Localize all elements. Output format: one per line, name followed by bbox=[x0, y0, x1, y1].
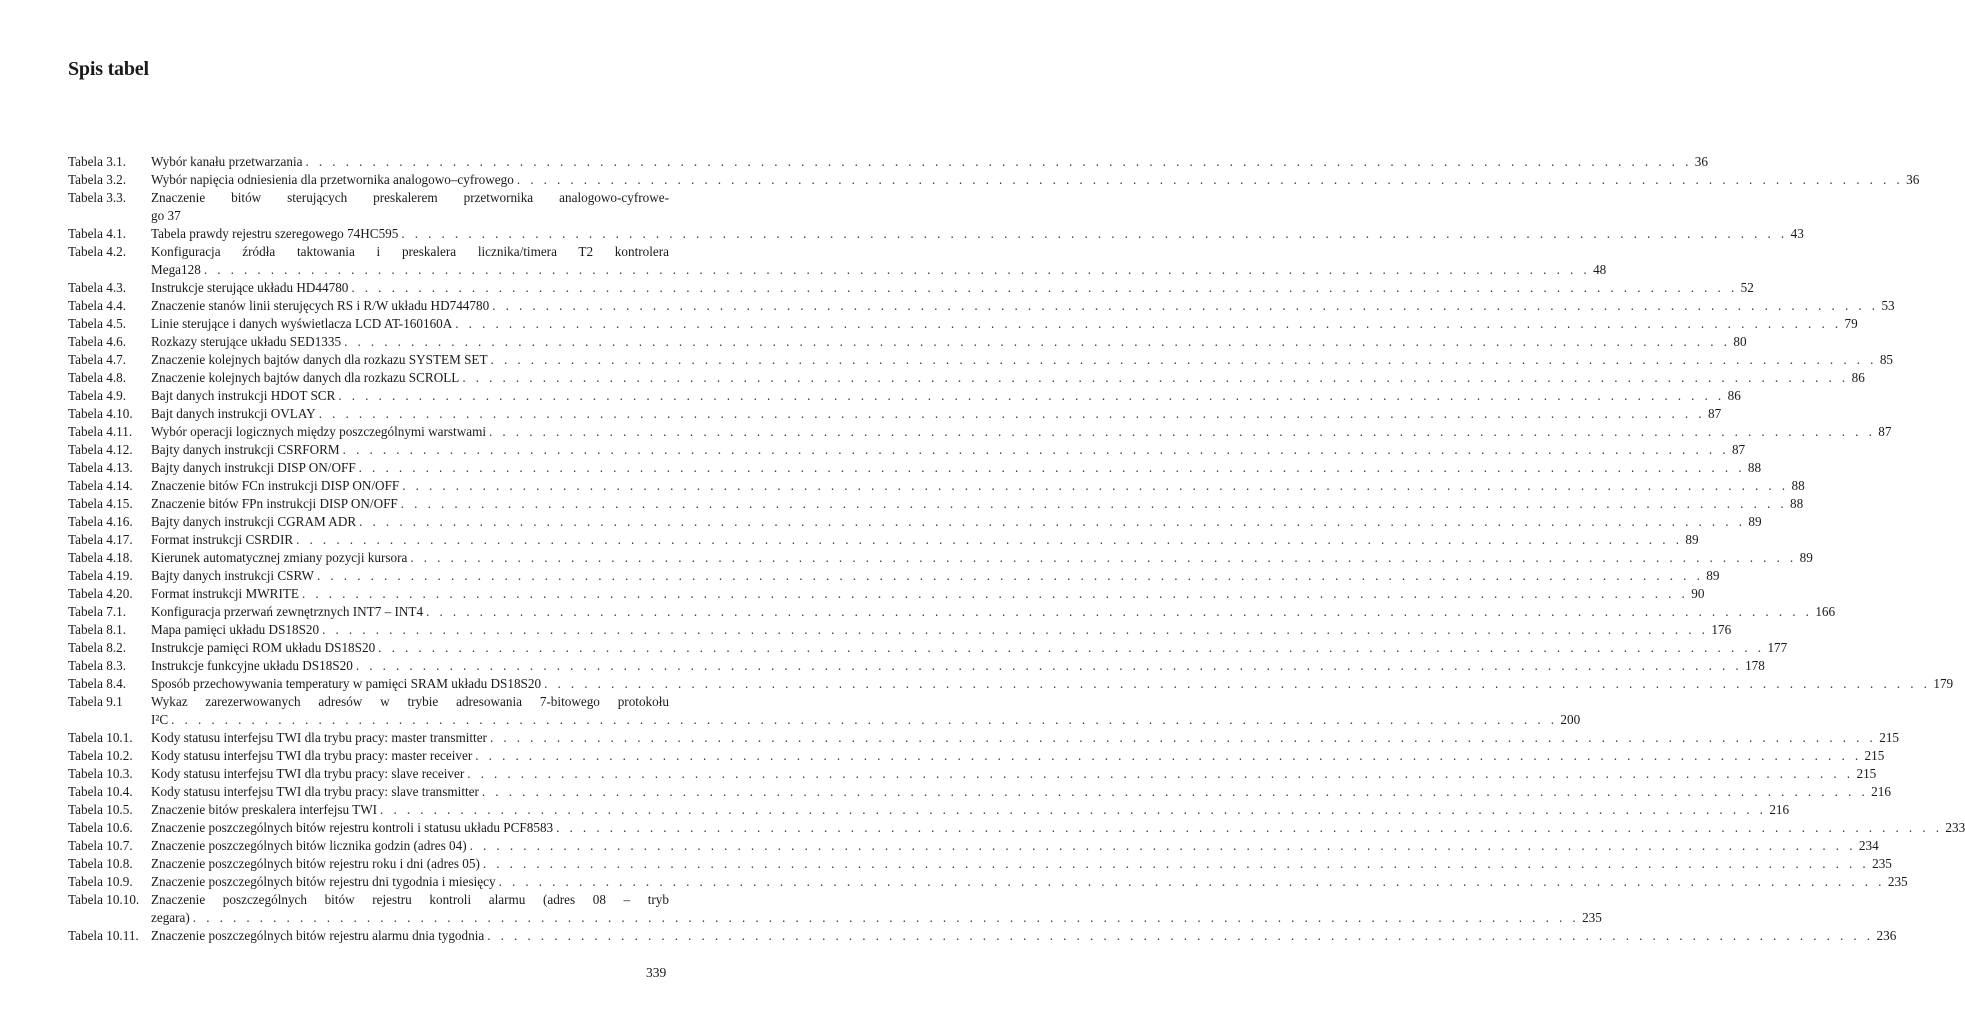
dot-leader bbox=[296, 531, 1682, 549]
dot-leader bbox=[475, 747, 1861, 765]
page-reference: 89 bbox=[1685, 532, 1699, 547]
dot-leader bbox=[482, 783, 1868, 801]
table-list-item[interactable] bbox=[68, 423, 1892, 441]
table-list-item[interactable] bbox=[68, 891, 1602, 927]
table-number: Tabela 10.5. bbox=[68, 802, 133, 817]
table-caption bbox=[151, 513, 1762, 531]
caption-last-line bbox=[151, 531, 1699, 549]
table-list-item[interactable] bbox=[68, 549, 1813, 567]
caption-text: Kody statusu interfejsu TWI dla trybu pracy: master receiver bbox=[151, 748, 473, 763]
table-number: Tabela 10.10. bbox=[68, 892, 140, 907]
table-caption bbox=[151, 783, 1891, 801]
page-reference: 235 bbox=[1582, 910, 1602, 925]
caption-last-line bbox=[151, 225, 1804, 243]
page-reference: 216 bbox=[1871, 784, 1891, 799]
dot-leader bbox=[402, 477, 1788, 495]
table-number: Tabela 4.5. bbox=[68, 316, 127, 331]
caption-text: Znaczenie kolejnych bajtów danych dla rozkazu SCROLL bbox=[151, 370, 460, 385]
caption-text: go 37 bbox=[151, 208, 181, 223]
caption-last-line bbox=[151, 873, 1908, 891]
table-caption bbox=[151, 819, 1965, 837]
caption-last-line bbox=[151, 171, 1920, 189]
page-reference: 233 bbox=[1945, 820, 1965, 835]
caption-last-line bbox=[151, 207, 669, 225]
table-number: Tabela 10.11. bbox=[68, 928, 139, 943]
caption-last-line bbox=[151, 567, 1720, 585]
dot-leader bbox=[492, 297, 1878, 315]
table-caption bbox=[151, 225, 1804, 243]
table-number: Tabela 10.2. bbox=[68, 748, 133, 763]
caption-text: Znaczenie bitów FCn instrukcji DISP ON/OFF bbox=[151, 478, 400, 493]
table-caption bbox=[151, 405, 1722, 423]
caption-text: Bajty danych instrukcji CSRFORM bbox=[151, 442, 340, 457]
table-caption bbox=[151, 459, 1762, 477]
dot-leader bbox=[467, 765, 1853, 783]
table-number: Tabela 9.1 bbox=[68, 694, 123, 709]
page-reference: 235 bbox=[1872, 856, 1892, 871]
table-number: Tabela 4.17. bbox=[68, 532, 133, 547]
dot-leader bbox=[306, 153, 1692, 171]
caption-text: Instrukcje pamięci ROM układu DS18S20 bbox=[151, 640, 376, 655]
table-caption bbox=[151, 423, 1892, 441]
caption-last-line bbox=[151, 783, 1891, 801]
page-number: 339 bbox=[646, 965, 667, 980]
dot-leader bbox=[401, 225, 1787, 243]
page-reference: 234 bbox=[1858, 838, 1879, 853]
table-caption bbox=[151, 477, 1805, 495]
table-number: Tabela 4.2. bbox=[68, 244, 127, 259]
caption-text: Sposób przechowywania temperatury w pamięci SRAM układu DS18S20 bbox=[151, 676, 542, 691]
dot-leader bbox=[426, 603, 1812, 621]
caption-text: Kody statusu interfejsu TWI dla trybu pracy: slave receiver bbox=[151, 766, 465, 781]
table-number: Tabela 4.13. bbox=[68, 460, 133, 475]
table-list-item[interactable] bbox=[68, 315, 1858, 333]
page-reference: 200 bbox=[1560, 712, 1581, 727]
table-number: Tabela 8.2. bbox=[68, 640, 127, 655]
caption-last-line bbox=[151, 657, 1765, 675]
table-caption bbox=[151, 621, 1732, 639]
dot-leader bbox=[302, 585, 1688, 603]
table-list-item[interactable] bbox=[68, 765, 1877, 783]
caption-last-line bbox=[151, 315, 1858, 333]
table-number: Tabela 4.12. bbox=[68, 442, 133, 457]
page-reference: 215 bbox=[1856, 766, 1877, 781]
page-reference: 88 bbox=[1747, 460, 1762, 475]
table-caption bbox=[151, 801, 1790, 819]
table-list-item[interactable] bbox=[68, 477, 1805, 495]
page-reference: 53 bbox=[1881, 298, 1895, 313]
dot-leader bbox=[490, 729, 1876, 747]
table-caption bbox=[151, 171, 1920, 189]
table-number: Tabela 4.19. bbox=[68, 568, 133, 583]
table-number: Tabela 10.6. bbox=[68, 820, 133, 835]
page-reference: 179 bbox=[1933, 676, 1954, 691]
table-list-item[interactable] bbox=[68, 243, 1607, 279]
table-number: Tabela 4.4. bbox=[68, 298, 127, 313]
table-list-item[interactable] bbox=[68, 675, 1954, 693]
page-reference: 36 bbox=[1694, 154, 1708, 169]
caption-text: Format instrukcji MWRITE bbox=[151, 586, 299, 601]
page-reference: 176 bbox=[1711, 622, 1732, 637]
caption-last-line bbox=[151, 261, 1607, 279]
table-number: Tabela 4.11. bbox=[68, 424, 133, 439]
table-list-item[interactable] bbox=[68, 873, 1908, 891]
table-caption bbox=[151, 315, 1858, 333]
page-reference: 52 bbox=[1740, 280, 1754, 295]
table-list-item[interactable] bbox=[68, 297, 1895, 315]
caption-last-line bbox=[151, 675, 1954, 693]
table-list-item[interactable] bbox=[68, 639, 1788, 657]
page-reference: 89 bbox=[1799, 550, 1813, 565]
table-number: Tabela 4.16. bbox=[68, 514, 133, 529]
caption-text: Wybór operacji logicznych między poszczególnymi warstwami bbox=[151, 424, 487, 439]
dot-leader bbox=[489, 423, 1875, 441]
dot-leader bbox=[483, 855, 1869, 873]
caption-last-line bbox=[151, 441, 1746, 459]
caption-wrapped-line: Znaczenie poszczególnych bitów rejestru kontroli alarmu (adres 08 – tryb bbox=[151, 892, 669, 907]
table-list-item[interactable] bbox=[68, 225, 1804, 243]
page-reference: 43 bbox=[1790, 226, 1804, 241]
page-reference: 79 bbox=[1844, 316, 1858, 331]
page-reference: 236 bbox=[1876, 928, 1897, 943]
page-reference: 178 bbox=[1745, 658, 1765, 673]
dot-leader bbox=[359, 513, 1745, 531]
caption-text: Konfiguracja przerwań zewnętrznych INT7 – INT4 bbox=[151, 604, 424, 619]
table-list-item[interactable] bbox=[68, 801, 1790, 819]
table-number: Tabela 10.1. bbox=[68, 730, 133, 745]
table-caption bbox=[151, 387, 1741, 405]
dot-leader bbox=[338, 387, 1724, 405]
table-number: Tabela 10.9. bbox=[68, 874, 133, 889]
dot-leader bbox=[462, 369, 1848, 387]
table-list-item[interactable] bbox=[68, 837, 1879, 855]
table-list-item[interactable] bbox=[68, 729, 1899, 747]
dot-leader bbox=[491, 351, 1877, 369]
table-list-item[interactable] bbox=[68, 405, 1722, 423]
dot-leader bbox=[317, 567, 1703, 585]
caption-text: Format instrukcji CSRDIR bbox=[151, 532, 294, 547]
page-reference: 89 bbox=[1706, 568, 1720, 583]
dot-leader bbox=[380, 801, 1766, 819]
table-list-item[interactable] bbox=[68, 495, 1804, 513]
table-list-item[interactable] bbox=[68, 513, 1762, 531]
caption-last-line bbox=[151, 621, 1732, 639]
table-caption bbox=[151, 747, 1885, 765]
page-reference: 216 bbox=[1769, 802, 1790, 817]
table-list-item[interactable] bbox=[68, 855, 1892, 873]
table-number: Tabela 4.9. bbox=[68, 388, 127, 403]
table-caption bbox=[151, 297, 1895, 315]
table-caption bbox=[151, 837, 1879, 855]
page-reference: 87 bbox=[1731, 442, 1746, 457]
table-list-item[interactable] bbox=[68, 531, 1699, 549]
table-caption bbox=[151, 333, 1747, 351]
table-list-item[interactable] bbox=[68, 567, 1720, 585]
caption-last-line bbox=[151, 837, 1879, 855]
caption-last-line bbox=[151, 855, 1892, 873]
dot-leader bbox=[544, 675, 1930, 693]
caption-text: Mapa pamięci układu DS18S20 bbox=[151, 622, 320, 637]
table-list-item[interactable] bbox=[68, 189, 669, 225]
caption-last-line bbox=[151, 297, 1895, 315]
caption-text: Znaczenie bitów FPn instrukcji DISP ON/OFF bbox=[151, 496, 398, 511]
table-number: Tabela 4.6. bbox=[68, 334, 127, 349]
table-list-item[interactable] bbox=[68, 351, 1893, 369]
table-number: Tabela 4.10. bbox=[68, 406, 133, 421]
caption-text: Kody statusu interfejsu TWI dla trybu pracy: slave transmitter bbox=[151, 784, 479, 799]
table-caption bbox=[151, 675, 1954, 693]
caption-text: Kody statusu interfejsu TWI dla trybu pracy: master transmitter bbox=[151, 730, 487, 745]
dot-leader bbox=[319, 405, 1705, 423]
table-list-item[interactable] bbox=[68, 441, 1746, 459]
table-caption bbox=[151, 765, 1877, 783]
table-number: Tabela 4.15. bbox=[68, 496, 133, 511]
page-reference: 90 bbox=[1691, 586, 1705, 601]
caption-text: Mega128 bbox=[151, 262, 201, 277]
table-list-item[interactable] bbox=[68, 621, 1732, 639]
caption-text: Znaczenie stanów linii sterujęcych RS i R/W układu HD744780 bbox=[151, 298, 490, 313]
table-list-item[interactable] bbox=[68, 927, 1897, 945]
table-list-item[interactable] bbox=[68, 783, 1891, 801]
table-number: Tabela 3.2. bbox=[68, 172, 127, 187]
page-reference: 88 bbox=[1791, 478, 1805, 493]
caption-last-line bbox=[151, 495, 1804, 513]
table-list-item[interactable] bbox=[68, 585, 1705, 603]
table-list-item[interactable] bbox=[68, 459, 1762, 477]
caption-last-line bbox=[151, 729, 1899, 747]
table-number: Tabela 8.3. bbox=[68, 658, 127, 673]
caption-last-line bbox=[151, 333, 1747, 351]
caption-last-line bbox=[151, 279, 1754, 297]
caption-text: I²C bbox=[151, 712, 169, 727]
dot-leader bbox=[204, 261, 1590, 279]
page-reference: 215 bbox=[1879, 730, 1899, 745]
caption-wrapped-line: Wykaz zarezerwowanych adresów w trybie adresowania 7-bitowego protokołu bbox=[151, 694, 669, 709]
dot-leader bbox=[401, 495, 1787, 513]
caption-text: Instrukcje funkcyjne układu DS18S20 bbox=[151, 658, 353, 673]
page-reference: 166 bbox=[1815, 604, 1836, 619]
caption-text: Znaczenie poszczególnych bitów licznika godzin (adres 04) bbox=[151, 838, 467, 853]
caption-last-line bbox=[151, 927, 1897, 945]
table-caption bbox=[151, 153, 1708, 171]
dot-leader bbox=[343, 441, 1729, 459]
page-reference: 87 bbox=[1707, 406, 1722, 421]
caption-text: Bajty danych instrukcji DISP ON/OFF bbox=[151, 460, 356, 475]
table-caption bbox=[151, 873, 1908, 891]
dot-leader bbox=[322, 621, 1708, 639]
page-reference: 177 bbox=[1767, 640, 1788, 655]
caption-text: Bajty danych instrukcji CSRW bbox=[151, 568, 315, 583]
page-reference: 87 bbox=[1878, 424, 1892, 439]
dot-leader bbox=[499, 873, 1885, 891]
table-caption bbox=[151, 639, 1788, 657]
table-list-item[interactable] bbox=[68, 279, 1754, 297]
table-number: Tabela 4.8. bbox=[68, 370, 127, 385]
table-caption bbox=[151, 243, 1607, 279]
table-number: Tabela 10.4. bbox=[68, 784, 133, 799]
dot-leader bbox=[378, 639, 1764, 657]
caption-text: Tabela prawdy rejestru szeregowego 74HC595 bbox=[151, 226, 399, 241]
caption-last-line bbox=[151, 765, 1877, 783]
caption-text: Bajt danych instrukcji OVLAY bbox=[151, 406, 316, 421]
caption-text: Rozkazy sterujące układu SED1335 bbox=[151, 334, 342, 349]
table-caption bbox=[151, 567, 1720, 585]
table-number: Tabela 7.1. bbox=[68, 604, 127, 619]
table-number: Tabela 3.3. bbox=[68, 190, 127, 205]
table-number: Tabela 4.1. bbox=[68, 226, 127, 241]
caption-last-line bbox=[151, 423, 1892, 441]
table-caption bbox=[151, 855, 1892, 873]
table-number: Tabela 10.7. bbox=[68, 838, 133, 853]
table-caption bbox=[151, 531, 1699, 549]
page-reference: 88 bbox=[1790, 496, 1804, 511]
table-list-item[interactable] bbox=[68, 657, 1765, 675]
caption-wrapped-line: Znaczenie bitów sterujących preskalerem przetwornika analogowo-cyfrowe- bbox=[151, 190, 669, 205]
table-list-item[interactable] bbox=[68, 747, 1885, 765]
page-reference: 86 bbox=[1727, 388, 1741, 403]
table-number: Tabela 10.8. bbox=[68, 856, 133, 871]
table-list-item[interactable] bbox=[68, 153, 1708, 171]
table-caption bbox=[151, 495, 1804, 513]
caption-last-line bbox=[151, 369, 1865, 387]
table-number: Tabela 3.1. bbox=[68, 154, 127, 169]
caption-text: Wybór napięcia odniesienia dla przetwornika analogowo–cyfrowego bbox=[151, 172, 514, 187]
table-caption bbox=[151, 927, 1897, 945]
dot-leader bbox=[344, 333, 1730, 351]
page-reference: 235 bbox=[1887, 874, 1908, 889]
table-number: Tabela 10.3. bbox=[68, 766, 133, 781]
caption-last-line bbox=[151, 405, 1722, 423]
caption-last-line bbox=[151, 801, 1790, 819]
table-number: Tabela 4.3. bbox=[68, 280, 127, 295]
caption-last-line bbox=[151, 351, 1893, 369]
table-caption bbox=[151, 441, 1746, 459]
table-list-item[interactable] bbox=[68, 387, 1741, 405]
table-caption bbox=[151, 279, 1754, 297]
dot-leader bbox=[487, 927, 1873, 945]
table-number: Tabela 8.1. bbox=[68, 622, 127, 637]
dot-leader bbox=[193, 909, 1579, 927]
caption-text: Linie sterujące i danych wyświetlacza LCD AT-160160A bbox=[151, 316, 453, 331]
table-list-item[interactable] bbox=[68, 333, 1747, 351]
caption-text: Wybór kanału przetwarzania bbox=[151, 154, 303, 169]
caption-last-line bbox=[151, 711, 1581, 729]
dot-leader bbox=[171, 711, 1557, 729]
caption-text: Znaczenie poszczególnych bitów rejestru dni tygodnia i miesięcy bbox=[151, 874, 496, 889]
page-reference: 85 bbox=[1879, 352, 1893, 367]
page-reference: 86 bbox=[1851, 370, 1865, 385]
caption-text: Znaczenie poszczególnych bitów rejestru roku i dni (adres 05) bbox=[151, 856, 480, 871]
table-number: Tabela 4.14. bbox=[68, 478, 133, 493]
dot-leader bbox=[517, 171, 1903, 189]
table-list-item[interactable] bbox=[68, 369, 1865, 387]
caption-wrapped-line: Konfiguracja źródła taktowania i preskalera licznika/timera T2 kontrolera bbox=[151, 244, 669, 259]
caption-text: Bajt danych instrukcji HDOT SCR bbox=[151, 388, 336, 403]
caption-text: zegara) bbox=[151, 910, 190, 925]
table-caption bbox=[151, 729, 1899, 747]
table-caption bbox=[151, 603, 1836, 621]
caption-last-line bbox=[151, 747, 1885, 765]
page-reference: 36 bbox=[1906, 172, 1920, 187]
table-list-item[interactable] bbox=[68, 819, 1965, 837]
table-caption bbox=[151, 549, 1813, 567]
table-number: Tabela 4.18. bbox=[68, 550, 133, 565]
caption-last-line bbox=[151, 909, 1602, 927]
dot-leader bbox=[359, 459, 1745, 477]
table-caption bbox=[151, 351, 1893, 369]
caption-last-line bbox=[151, 153, 1708, 171]
table-number: Tabela 4.20. bbox=[68, 586, 133, 601]
caption-last-line bbox=[151, 819, 1965, 837]
table-number: Tabela 8.4. bbox=[68, 676, 127, 691]
caption-last-line bbox=[151, 549, 1813, 567]
dot-leader bbox=[556, 819, 1942, 837]
page-reference: 48 bbox=[1593, 262, 1607, 277]
caption-text: Znaczenie poszczególnych bitów rejestru alarmu dnia tygodnia bbox=[151, 928, 485, 943]
caption-last-line bbox=[151, 585, 1705, 603]
table-caption bbox=[151, 891, 1602, 927]
caption-text: Znaczenie poszczególnych bitów rejestru kontroli i statusu układu PCF8583 bbox=[151, 820, 554, 835]
table-caption bbox=[151, 189, 669, 225]
table-list-item[interactable] bbox=[68, 171, 1920, 189]
caption-text: Znaczenie kolejnych bajtów danych dla rozkazu SYSTEM SET bbox=[151, 352, 488, 367]
page-title: Spis tabel bbox=[68, 58, 149, 80]
table-list-item[interactable] bbox=[68, 603, 1836, 621]
dot-leader bbox=[455, 315, 1841, 333]
caption-text: Instrukcje sterujące układu HD44780 bbox=[151, 280, 349, 295]
dot-leader bbox=[356, 657, 1742, 675]
caption-last-line bbox=[151, 639, 1788, 657]
table-caption bbox=[151, 369, 1865, 387]
caption-text: Znaczenie bitów preskalera interfejsu TWI bbox=[151, 802, 378, 817]
caption-last-line bbox=[151, 513, 1762, 531]
dot-leader bbox=[351, 279, 1737, 297]
table-caption bbox=[151, 585, 1705, 603]
page-reference: 89 bbox=[1748, 514, 1762, 529]
caption-last-line bbox=[151, 459, 1762, 477]
table-caption bbox=[151, 693, 1581, 729]
caption-last-line bbox=[151, 477, 1805, 495]
table-number: Tabela 4.7. bbox=[68, 352, 127, 367]
dot-leader bbox=[470, 837, 1856, 855]
page-reference: 80 bbox=[1733, 334, 1747, 349]
table-list-item[interactable] bbox=[68, 693, 1581, 729]
dot-leader bbox=[410, 549, 1796, 567]
table-list bbox=[68, 153, 1965, 945]
caption-text: Bajty danych instrukcji CGRAM ADR bbox=[151, 514, 357, 529]
caption-text: Kierunek automatycznej zmiany pozycji kursora bbox=[151, 550, 408, 565]
page-reference: 215 bbox=[1864, 748, 1885, 763]
caption-last-line bbox=[151, 603, 1836, 621]
table-caption bbox=[151, 657, 1765, 675]
caption-last-line bbox=[151, 387, 1741, 405]
